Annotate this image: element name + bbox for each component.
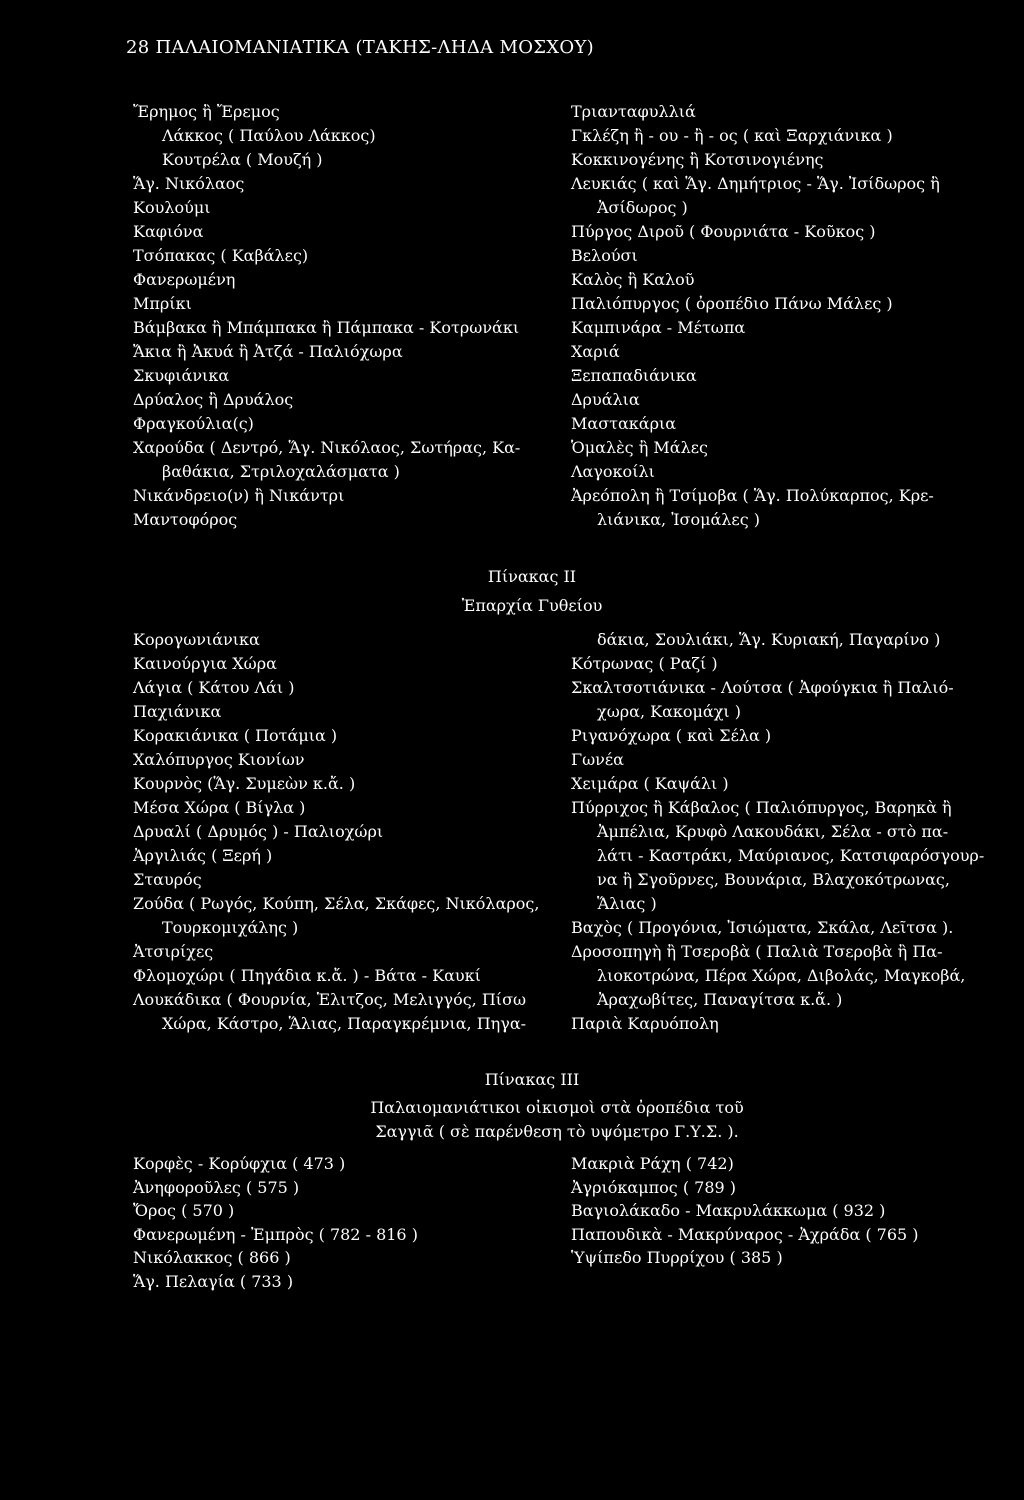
list-item: να ἢ Σγοῦρνες, Βουνάρια, Βλαχοκότρωνας,	[597, 870, 950, 889]
list-item: Βαγιολάκαδο - Μακρυλάκκωμα ( 932 )	[571, 1201, 886, 1220]
list-item: Ζούδα ( Ρωγός, Κούπη, Σέλα, Σκάφες, Νικόλαρος,	[133, 894, 540, 913]
list-item: Παλιόπυργος ( ὀροπέδιο Πάνω Μάλες )	[571, 294, 893, 313]
list-item: Φλομοχώρι ( Πηγάδια κ.ἄ. ) - Βάτα - Καυκί	[133, 966, 481, 985]
list-item: Σκαλτσοτιάνικα - Λούτσα ( Ἀφούγκια ἢ Παλιό-	[571, 678, 954, 697]
list-item: Ὄρος ( 570 )	[133, 1201, 235, 1220]
list-item: Πύρριχος ἢ Κάβαλος ( Παλιόπυργος, Βαρηκὰ ἢ	[571, 798, 952, 817]
list-item: Ἀτσιρίχες	[133, 942, 214, 961]
list-item: Φραγκούλια(ς)	[133, 414, 254, 433]
list-item: Κορφὲς - Κορύφχια ( 473 )	[133, 1154, 346, 1173]
list-item: Χαριά	[571, 342, 620, 361]
list-item: Χαλόπυργος Κιονίων	[133, 750, 305, 769]
list-item: Καλὸς ἢ Καλοῦ	[571, 270, 695, 289]
list-item: Ἅλιας )	[597, 894, 657, 913]
list-item: Νικόλακκος ( 866 )	[133, 1248, 291, 1267]
list-item: Λάκκος ( Παύλου Λάκκος)	[162, 126, 376, 145]
list-item: Χαρούδα ( Δεντρό, Ἅγ. Νικόλαος, Σωτήρας, Κα-	[133, 438, 521, 457]
list-item: Τουρκομιχάλης )	[162, 918, 299, 937]
list-item: Παπουδικὰ - Μακρύναρος - Ἀχράδα ( 765 )	[571, 1224, 919, 1244]
list-item: Γκλέζη ἢ - ου - ἢ - ος ( καὶ Ξαρχιάνικα )	[571, 126, 893, 145]
list-item: Δρυαλί ( Δρυμός ) - Παλιοχώρι	[133, 822, 384, 841]
list-item: Βαχὸς ( Προγόνια, Ἰσιώματα, Σκάλα, Λεῖτσα ).	[571, 918, 954, 937]
running-header: 28 ΠΑΛΑΙΟΜΑΝΙΑΤΙΚΑ (ΤΑΚΗΣ-ΛΗΔΑ ΜΟΣΧΟΥ)	[126, 37, 594, 58]
section1-left-list	[133, 100, 520, 532]
list-item: Καφιόνα	[133, 222, 204, 241]
list-item: Ἀρεόπολη ἢ Τσίμοβα ( Ἅγ. Πολύκαρπος, Κρε-	[571, 486, 934, 505]
list-item: Μακριὰ Ράχη ( 742)	[571, 1154, 734, 1173]
list-item: Λουκάδικα ( Φουρνία, Ἑλιτζος, Μελιγγός, Πίσω	[133, 990, 527, 1009]
table2-title: Πίνακας II	[487, 567, 577, 586]
list-item: δάκια, Σουλιάκι, Ἅγ. Κυριακή, Παγαρίνο )	[597, 630, 941, 649]
list-item: Κορογωνιάνικα	[133, 630, 260, 649]
list-item: Σταυρός	[133, 870, 202, 889]
list-item: Κουλούμι	[133, 198, 211, 217]
list-item: Ἅγ. Πελαγία ( 733 )	[133, 1271, 294, 1291]
list-item: Καινούργια Χώρα	[133, 654, 277, 673]
list-item: Ἀσίδωρος )	[597, 198, 688, 217]
list-item: Μαντοφόρος	[133, 510, 238, 529]
list-item: Κουτρέλα ( Μουζή )	[162, 150, 323, 169]
section1-right-list	[571, 100, 940, 532]
section3-right-list	[571, 1152, 919, 1270]
list-item: Φανερωμένη - Ἐμπρὸς ( 782 - 816 )	[133, 1224, 418, 1244]
list-item: χωρα, Κακομάχι )	[597, 702, 742, 721]
list-item: Χειμάρα ( Καψάλι )	[571, 774, 729, 793]
list-item: Κουρνὸς (Ἅγ. Συμεὼν κ.ἄ. )	[133, 774, 356, 793]
list-item: Λάγια ( Κάτου Λάι )	[133, 678, 295, 697]
list-item: Ἔρημος ἢ Ἔρεμος	[133, 102, 280, 121]
list-item: Τριανταφυλλιά	[571, 102, 696, 121]
list-item: λιοκοτρώνα, Πέρα Χώρα, Διβολάς, Μαγκοβά,	[597, 966, 966, 985]
list-item: Λευκιάς ( καὶ Ἅγ. Δημήτριος - Ἅγ. Ἰσίδωρος ἢ	[571, 174, 940, 193]
list-item: Ὑψίπεδο Πυρρίχου ( 385 )	[571, 1248, 783, 1267]
table2-subtitle: Ἐπαρχία Γυθείου	[461, 596, 603, 615]
list-item: Κότρωνας ( Ραζί )	[571, 654, 718, 673]
list-item: Παριὰ Καρυόπολη	[571, 1014, 719, 1033]
list-item: Ἀργιλιάς ( Ξερή )	[133, 846, 273, 865]
list-item: Ριγανόχωρα ( καὶ Σέλα )	[571, 726, 772, 745]
list-item: Ξεπαπαδιάνικα	[571, 366, 697, 385]
list-item: Ἅγ. Νικόλαος	[133, 174, 245, 193]
list-item: Ἀγριόκαμπος ( 789 )	[571, 1177, 737, 1197]
list-item: Καμπινάρα - Μέτωπα	[571, 318, 746, 337]
list-item: Ἄκια ἢ Ἀκυά ἢ Ἀτζά - Παλιόχωρα	[133, 342, 403, 361]
section2-left-list	[133, 628, 539, 1036]
list-item: Δροσοπηγὴ ἢ Τσεροβὰ ( Παλιὰ Τσεροβὰ ἢ Πα-	[571, 942, 943, 961]
table3-title: Πίνακας III	[484, 1070, 580, 1089]
list-item: Δρύαλος ἢ Δρυάλος	[133, 390, 294, 409]
list-item: Παχιάνικα	[133, 702, 222, 721]
section3-left-list	[133, 1152, 418, 1293]
list-item: Λαγοκοίλι	[571, 462, 655, 481]
list-item: Φανερωμένη	[133, 270, 236, 289]
list-item: βαθάκια, Στριλοχαλάσματα )	[162, 462, 400, 481]
list-item: Νικάνδρειο(ν) ἢ Νικάντρι	[133, 486, 345, 505]
list-item: λιάνικα, Ἰσομάλες )	[597, 510, 761, 529]
list-item: Ἀραχωβίτες, Παναγίτσα κ.ἄ. )	[597, 990, 843, 1009]
list-item: Ὁμαλὲς ἢ Μάλες	[571, 438, 708, 457]
list-item: Κορακιάνικα ( Ποτάμια )	[133, 726, 338, 745]
list-item: Τσόπακας ( Καβάλες)	[133, 246, 309, 265]
list-item: Χώρα, Κάστρο, Ἅλιας, Παραγκρέμνια, Πηγα-	[162, 1014, 527, 1033]
list-item: λάτι - Καστράκι, Μαύριανος, Κατσιφαρόσγουρ-	[597, 846, 985, 865]
list-item: Πύργος Διροῦ ( Φουρνιάτα - Κοῦκος )	[571, 222, 876, 241]
table3-subtitle-line2: Σαγγιᾶ ( σὲ παρένθεση τὸ υψόμετρο Γ.Υ.Σ. ).	[375, 1122, 739, 1141]
list-item: Ἀμπέλια, Κρυφὸ Λακουδάκι, Σέλα - στὸ πα-	[597, 822, 949, 841]
list-item: Μπρίκι	[133, 294, 192, 313]
list-item: Βελούσι	[571, 246, 638, 265]
list-item: Βάμβακα ἢ Μπάμπακα ἢ Πάμπακα - Κοτρωνάκι	[133, 318, 520, 337]
section2-right-list	[571, 628, 984, 1036]
table3-subtitle-line1: Παλαιομανιάτικοι οἰκισμοὶ στὰ ὀροπέδια τοῦ	[370, 1098, 744, 1117]
list-item: Δρυάλια	[571, 390, 640, 409]
list-item: Σκυφιάνικα	[133, 366, 230, 385]
list-item: Μέσα Χώρα ( Βίγλα )	[133, 798, 306, 817]
list-item: Ἀνηφοροῦλες ( 575 )	[133, 1177, 300, 1197]
list-item: Μαστακάρια	[571, 414, 677, 433]
list-item: Γωνέα	[571, 750, 624, 769]
list-item: Κοκκινογένης ἢ Κοτσινογιένης	[571, 150, 824, 169]
